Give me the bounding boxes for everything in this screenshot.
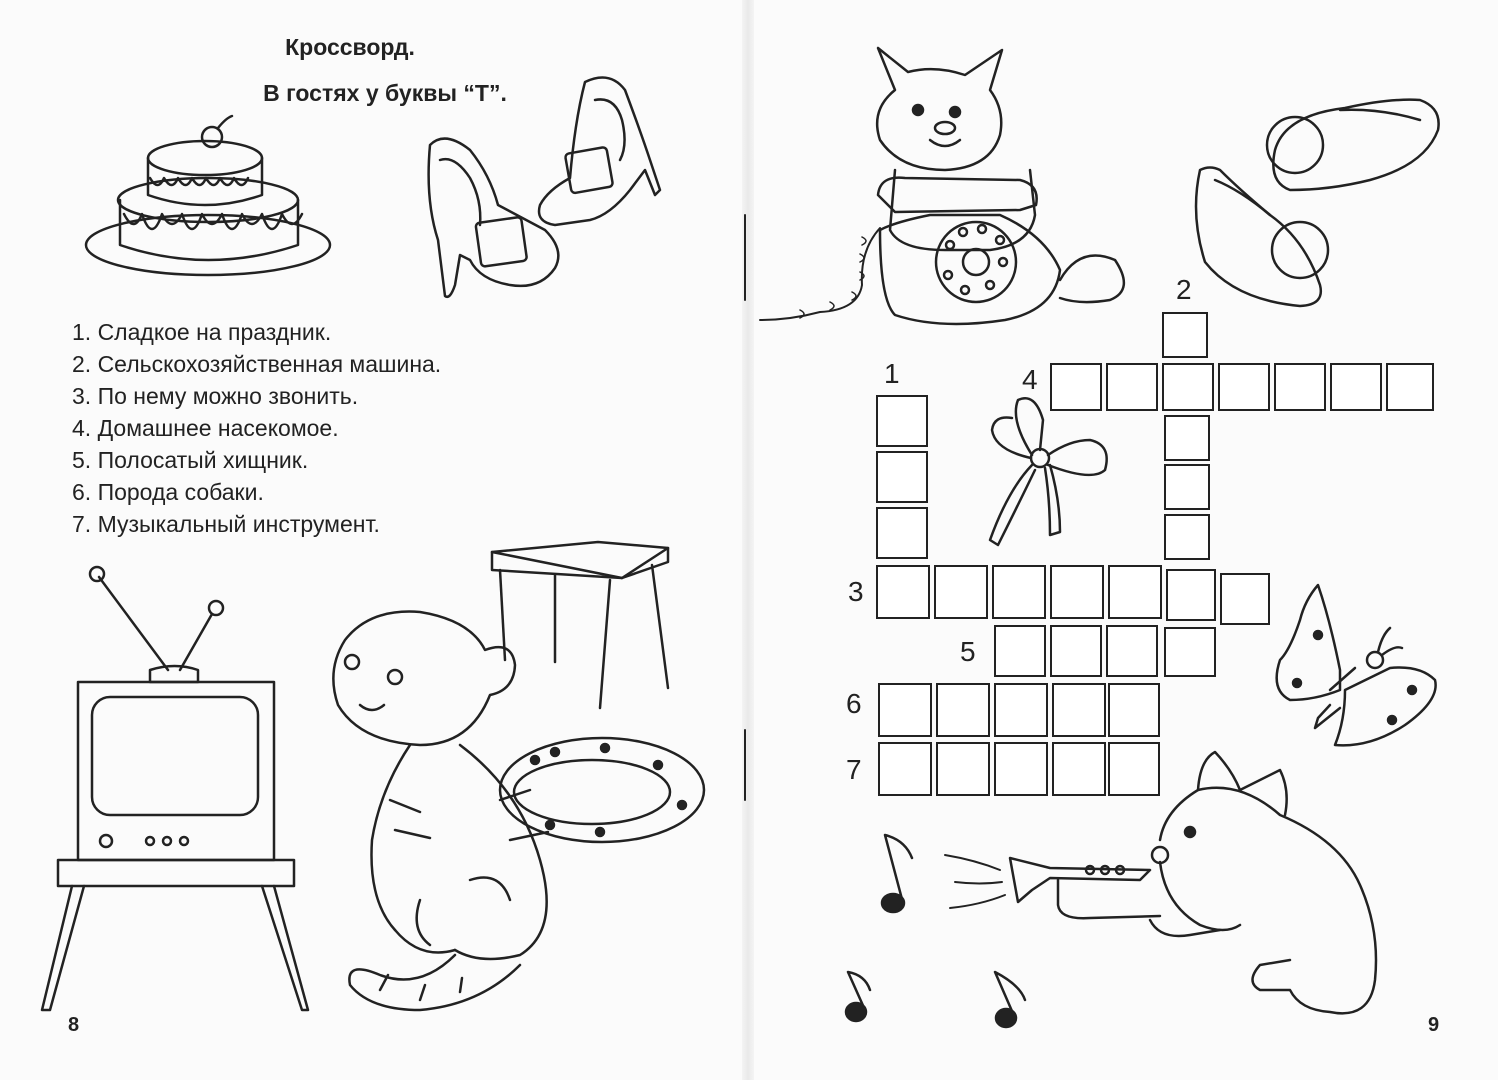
page-number-left: 8: [68, 1014, 80, 1036]
crossword-cell[interactable]: [1166, 569, 1216, 621]
crossword-cell[interactable]: [994, 683, 1048, 737]
crossword-cell[interactable]: [1386, 363, 1434, 411]
crossword-cell[interactable]: [1164, 514, 1210, 560]
cat-phone-icon: [760, 48, 1124, 324]
crossword-cell[interactable]: [994, 742, 1048, 796]
crossword-number-5: 5: [960, 636, 976, 667]
crossword-cell[interactable]: [936, 683, 990, 737]
clue-3: 3. По нему можно звонить.: [72, 383, 359, 409]
crossword-cell[interactable]: [1050, 625, 1102, 677]
crossword-cell[interactable]: [1220, 573, 1270, 625]
crossword-cell[interactable]: [1330, 363, 1382, 411]
crossword-cell[interactable]: [1106, 363, 1158, 411]
crossword-cell[interactable]: [936, 742, 990, 796]
bow-icon: [990, 398, 1107, 545]
crossword-cell[interactable]: [1218, 363, 1270, 411]
crossword-cell[interactable]: [1108, 565, 1162, 619]
page-title: Кроссворд.: [285, 34, 415, 60]
shoes-icon: [429, 78, 660, 297]
crossword-cell[interactable]: [1162, 312, 1208, 358]
crossword-cell[interactable]: [934, 565, 988, 619]
crossword-cell[interactable]: [1164, 627, 1216, 677]
crossword-cell[interactable]: [1162, 363, 1214, 411]
crossword-number-1: 1: [884, 358, 900, 389]
butterfly-icon: [1277, 585, 1436, 745]
page-subtitle: В гостях у буквы “Т”.: [263, 80, 507, 106]
crossword-cell[interactable]: [992, 565, 1046, 619]
clue-1: 1. Сладкое на праздник.: [72, 319, 332, 345]
crossword-cell[interactable]: [1050, 565, 1104, 619]
crossword-cell[interactable]: [876, 507, 928, 559]
page-number-right: 9: [1428, 1014, 1440, 1036]
cake-icon: [86, 116, 330, 275]
crossword-cell[interactable]: [1164, 415, 1210, 461]
crossword-number-4: 4: [1022, 364, 1038, 395]
stool-icon: [492, 542, 668, 708]
crossword-cell[interactable]: [994, 625, 1046, 677]
crossword-number-2: 2: [1176, 274, 1192, 305]
crossword-cell[interactable]: [1050, 363, 1102, 411]
clue-4: 4. Домашнее насекомое.: [72, 415, 339, 441]
clue-5: 5. Полосатый хищник.: [72, 447, 309, 473]
clue-2: 2. Сельскохозяйственная машина.: [72, 351, 442, 377]
clue-7: 7. Музыкальный инструмент.: [72, 511, 380, 537]
tv-icon: [42, 567, 308, 1010]
crossword-cell[interactable]: [876, 395, 928, 447]
tiger-icon: [333, 612, 548, 1010]
slippers-icon: [1196, 100, 1439, 306]
crossword-cell[interactable]: [878, 683, 932, 737]
crossword-cell[interactable]: [1108, 683, 1160, 737]
crossword-cell[interactable]: [1108, 742, 1160, 796]
crossword-cell[interactable]: [876, 565, 930, 619]
crossword-cell[interactable]: [876, 451, 928, 503]
music-note-icon: [846, 835, 1025, 1027]
clue-6: 6. Порода собаки.: [72, 479, 264, 505]
crossword-cell[interactable]: [878, 742, 932, 796]
crossword-cell[interactable]: [1164, 464, 1210, 510]
crossword-cell[interactable]: [1052, 683, 1106, 737]
crossword-number-7: 7: [846, 754, 862, 785]
crossword-cell[interactable]: [1106, 625, 1158, 677]
crossword-number-6: 6: [846, 688, 862, 719]
crossword-cell[interactable]: [1052, 742, 1106, 796]
crossword-number-3: 3: [848, 576, 864, 607]
crossword-cell[interactable]: [1274, 363, 1326, 411]
